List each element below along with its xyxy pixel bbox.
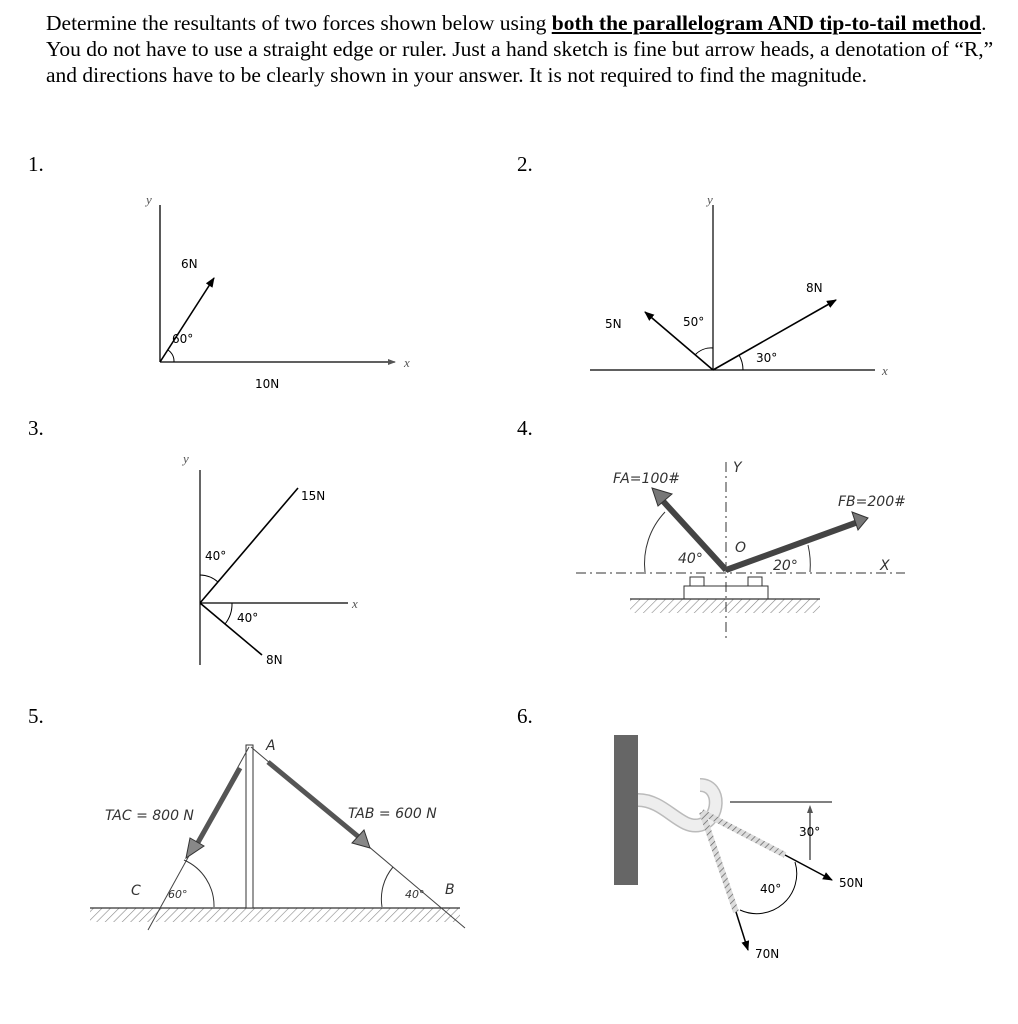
force-label: 70N bbox=[755, 947, 780, 961]
point-label: B bbox=[445, 882, 455, 898]
instructions-emphasis: both the parallelogram AND tip-to-tail method bbox=[551, 11, 982, 35]
angle-arc bbox=[381, 867, 393, 907]
angle-label: 30° bbox=[799, 825, 821, 839]
angle-label: 20° bbox=[773, 558, 798, 574]
problem-number-2: 2. bbox=[517, 152, 533, 176]
problem-number-1: 1. bbox=[28, 152, 44, 176]
force-label: 15N bbox=[301, 489, 326, 503]
force-label: 8N bbox=[266, 653, 283, 667]
force-label: TAB = 600 N bbox=[348, 806, 437, 822]
problem-number-6: 6. bbox=[517, 704, 533, 728]
figure-5 bbox=[90, 738, 465, 930]
angle-arc bbox=[739, 355, 743, 370]
force-label: FA=100# bbox=[613, 471, 680, 487]
ground-hatch bbox=[630, 599, 820, 613]
angle-arc bbox=[695, 348, 713, 355]
angle-label: 60° bbox=[172, 332, 194, 346]
y-label: y bbox=[146, 192, 152, 207]
angle-label: 40° bbox=[205, 549, 227, 563]
y-label: y bbox=[707, 192, 713, 207]
instructions-text: Determine the resultants of two forces shown below using bbox=[46, 11, 552, 35]
problem-number-3: 3. bbox=[28, 416, 44, 440]
angle-label: 40° bbox=[678, 551, 703, 567]
force-line-15n bbox=[200, 488, 298, 603]
force-label: 10N bbox=[255, 377, 280, 391]
angle-label: 50° bbox=[683, 315, 705, 329]
instructions-text-2: . You do not have to use a straight edge or ruler. Just a hand sketch is fine but arrow heads, a denotation of “R,” and directions have to be clearly shown in your answer. It is not required to find the magnitude. bbox=[46, 11, 994, 87]
force-arrow-tab bbox=[268, 762, 360, 838]
x-label: X bbox=[880, 558, 890, 574]
force-arrow-tac bbox=[196, 768, 240, 846]
bolt bbox=[748, 577, 762, 586]
force-label: FB=200# bbox=[838, 494, 906, 510]
problem-number-4: 4. bbox=[517, 416, 533, 440]
point-label: A bbox=[266, 738, 276, 754]
figure-6 bbox=[614, 735, 863, 961]
force-label: 50N bbox=[839, 876, 864, 890]
y-label: Y bbox=[733, 460, 742, 476]
angle-label: 30° bbox=[756, 351, 778, 365]
figure-1 bbox=[144, 192, 410, 391]
origin-label: O bbox=[735, 540, 747, 556]
angle-label: 40° bbox=[237, 611, 259, 625]
angle-label: 60° bbox=[168, 888, 188, 901]
figure-2 bbox=[590, 192, 888, 378]
angle-label: 40° bbox=[405, 888, 425, 901]
angle-arc bbox=[225, 603, 232, 624]
wall bbox=[614, 735, 638, 885]
force-label: TAC = 800 N bbox=[105, 808, 194, 824]
angle-arc bbox=[184, 860, 214, 907]
pole bbox=[246, 745, 253, 908]
angle-arc bbox=[808, 545, 810, 572]
point-label: C bbox=[131, 883, 141, 899]
figure-3 bbox=[181, 451, 358, 667]
figure-4 bbox=[576, 460, 906, 640]
force-arrow-70n bbox=[736, 912, 748, 950]
force-arrow-6n bbox=[160, 278, 214, 362]
x-label: x bbox=[352, 596, 358, 611]
y-label: y bbox=[183, 451, 189, 466]
x-label: x bbox=[882, 363, 888, 378]
ground-hatch bbox=[90, 908, 460, 922]
angle-arc bbox=[645, 512, 665, 572]
force-label: 8N bbox=[806, 281, 823, 295]
bolt bbox=[690, 577, 704, 586]
problem-number-5: 5. bbox=[28, 704, 44, 728]
force-label: 5N bbox=[605, 317, 622, 331]
x-label: x bbox=[404, 355, 410, 370]
angle-label: 40° bbox=[760, 882, 782, 896]
angle-arc bbox=[168, 350, 174, 362]
force-label: 6N bbox=[181, 257, 198, 271]
angle-arc bbox=[200, 575, 218, 582]
force-arrow-50n bbox=[785, 855, 832, 880]
